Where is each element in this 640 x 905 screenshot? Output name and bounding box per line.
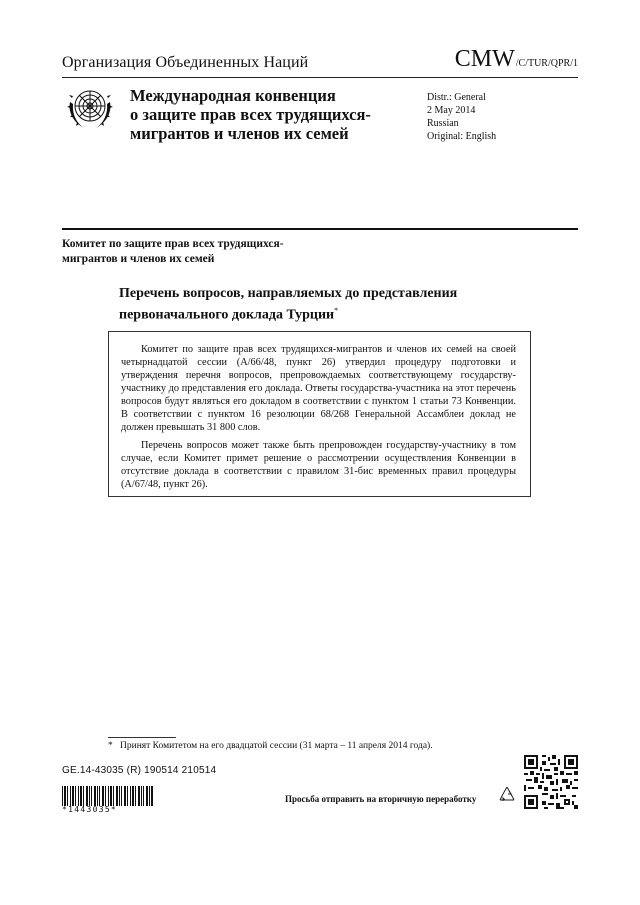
committee-name	[62, 237, 352, 267]
symbol-suffix: /C/TUR/QPR/1	[515, 58, 578, 69]
barcode-icon	[62, 786, 154, 806]
convention-title-line3: мигрантов и членов их семей	[130, 124, 349, 143]
organization-name: Организация Объединенных Наций	[62, 54, 309, 71]
convention-title-line2: о защите прав всех трудящихся-	[130, 105, 371, 124]
distr-language: Russian	[427, 118, 459, 129]
document-title-line2: первоначального доклада Турции	[119, 307, 335, 323]
heading-rule	[62, 228, 578, 230]
distr-date: 2 May 2014	[427, 105, 476, 116]
committee-line2: мигрантов и членов их семей	[62, 253, 215, 265]
footnote-star: *	[108, 741, 113, 751]
document-title-line1: Перечень вопросов, направляемых до представления	[119, 286, 458, 301]
recycle-icon	[497, 785, 517, 805]
intro-box	[108, 331, 531, 497]
intro-paragraph-2: Перечень вопросов может также быть препровожден государству-участнику в том случае, если Комитет примет решение о рассмотрении осуществления Конвенции в отсутствие доклада в соответствии с правилом 31-бис временных правил процедуры (A/67/48, пункт 26).	[121, 440, 516, 490]
committee-line1: Комитет по защите прав всех трудящихся-	[62, 238, 284, 250]
convention-title-line1: Международная конвенция	[130, 86, 336, 105]
convention-title	[130, 86, 400, 143]
intro-paragraph-1: Комитет по защите прав всех трудящихся-мигрантов и членов их семей на своей четырнадцатой сессии (A/66/48, пункт 26) утвердил процедуру подготовки и утверждения перечня вопросов, препровождаемых соответствующему государству-участнику до представления его доклада. Ответы государства-участника на этот перечень вопросов будут являться его докладом в соответствии с пунктом 1 статьи 73 Конвенции. В соответствии с пунктом 16 резолюции 68/268 Генеральной Ассамблеи доклад не должен превышать 31 800 слов.	[121, 344, 516, 433]
symbol-main: CMW	[454, 46, 515, 72]
distr-general: Distr.: General	[427, 92, 486, 103]
qr-code-icon	[524, 755, 578, 809]
header-rule	[62, 77, 578, 78]
distr-original: Original: English	[427, 131, 497, 142]
barcode-text: *1443035*	[62, 805, 118, 814]
job-number: GE.14-43035 (R) 190514 210514	[62, 765, 217, 776]
footnote-rule	[108, 737, 176, 738]
footnote-text: Принят Комитетом на его двадцатой сессии (31 марта – 11 апреля 2014 года).	[120, 741, 433, 751]
footnote	[108, 741, 433, 751]
document-title	[119, 285, 539, 324]
document-symbol	[455, 46, 578, 73]
un-emblem-icon	[64, 82, 116, 134]
recycle-text: Просьба отправить на вторичную переработку	[285, 794, 477, 804]
footnote-marker: *	[334, 306, 339, 315]
distribution-block	[427, 91, 496, 143]
